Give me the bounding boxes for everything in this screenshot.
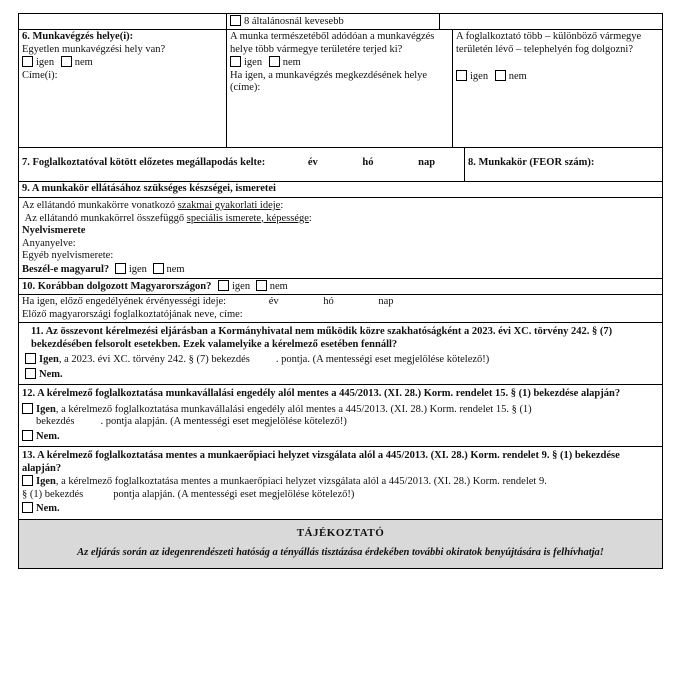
section-11-no-checkbox[interactable] <box>25 368 36 379</box>
education-below-8-checkbox[interactable] <box>230 15 241 26</box>
yes-label: Igen <box>36 403 56 415</box>
speaks-hungarian-question: Beszél-e magyarul? <box>22 263 110 275</box>
previous-permit-validity-label: Ha igen, előző engedélyének érvényességi ideje: <box>22 296 227 307</box>
section-10-title: 10. Korábban dolgozott Magyarországon? <box>22 281 212 292</box>
speaks-hungarian-no-checkbox[interactable] <box>153 263 164 274</box>
section-12-yes-text: , a kérelmező foglalkoztatása munkavállalási engedély alól mentes a 445/2013. (XI. 28.) Korm. rendelet 15. § (1) <box>55 403 532 415</box>
previous-employer-label: Előző magyarországi foglalkoztatójának neve, címe: <box>22 308 243 320</box>
section-13-no-checkbox[interactable] <box>22 502 33 513</box>
year-label: év <box>268 296 279 307</box>
section-7-8 <box>19 148 662 182</box>
section-13-title: 13. A kérelmező foglalkoztatása mentes a munkaerőpiaci helyzet vizsgálata alól a 445/2013. (XI. 28.) Korm. rendelet 9. § (1) bekezdése alapján? <box>22 450 620 474</box>
info-title: TÁJÉKOZTATÓ <box>296 526 385 539</box>
day-label: nap <box>378 296 394 307</box>
section-9-header <box>19 182 662 198</box>
no-label: Nem. <box>36 503 60 514</box>
worked-before-yes-checkbox[interactable] <box>218 280 229 291</box>
multi-site-question: A foglalkoztató több – különböző vármegye területén lévő – telephelyén fog dolgozni? <box>456 31 642 55</box>
section-12-bekezdes: bekezdés <box>36 416 75 427</box>
multi-county-question: A munka természetéből adódóan a munkavégzés helye több vármegye területére terjed ki? <box>230 31 435 55</box>
multi-site-yes-checkbox[interactable] <box>456 70 467 81</box>
start-location-label: Ha igen, a munkavégzés megkezdésének helye (címe): <box>230 69 428 93</box>
section-11-yes-text: , a 2023. évi XC. törvény 242. § (7) bekezdés <box>58 354 250 365</box>
agreement-month-label: hó <box>362 157 374 168</box>
yes-label: igen <box>128 263 147 275</box>
multi-county-no-checkbox[interactable] <box>269 56 280 67</box>
education-row <box>19 14 662 30</box>
info-text: Az eljárás során az idegenrendészeti hatóság a tényállás tisztázása érdekében további okiratok benyújtására is felhívhatja! <box>77 546 604 558</box>
section-13 <box>19 447 662 520</box>
no-label: nem <box>74 57 93 68</box>
section-10-body <box>19 295 662 323</box>
no-label: nem <box>166 263 185 275</box>
mother-tongue-label: Anyanyelve: <box>22 237 76 249</box>
yes-label: igen <box>36 57 55 68</box>
section-12-yes-text-2: . pontja alapján. (A mentességi eset megjelölése kötelező!) <box>100 416 347 427</box>
multi-county-yes-checkbox[interactable] <box>230 56 241 67</box>
section-9-body <box>19 198 662 279</box>
section-11-title: 11. Az összevont kérelmezési eljárásban a Kormányhivatal nem működik közre szakhatóságként a 2023. évi XC. törvény 242. § (7) bekezdésében felsorolt esetekben. Ezek valamelyike a kérelmező esetében fennáll? <box>31 326 613 350</box>
no-label: nem <box>508 71 527 82</box>
section-6-title: 6. Munkavégzés helye(i): <box>22 31 134 42</box>
section-12-yes-checkbox[interactable] <box>22 403 33 414</box>
section-12-no-checkbox[interactable] <box>22 430 33 441</box>
language-title: Nyelvismerete <box>22 225 86 236</box>
yes-label: igen <box>244 57 263 68</box>
single-workplace-no-checkbox[interactable] <box>61 56 72 67</box>
section-11-yes-text-2: . pontja. (A mentességi eset megjelölése kötelező!) <box>275 354 490 365</box>
section-12-title: 12. A kérelmező foglalkoztatása munkavállalási engedély alól mentes a 445/2013. (XI. 28.) Korm. rendelet 15. § (1) bekezdése alapján? <box>22 388 621 399</box>
multi-site-no-checkbox[interactable] <box>495 70 506 81</box>
form <box>18 13 663 569</box>
no-label: nem <box>269 281 288 292</box>
section-13-yes-text: , a kérelmező foglalkoztatása mentes a munkaerőpiaci helyzet vizsgálata alól a 445/2013. (XI. 28.) Korm. rendelet 9. <box>55 476 547 487</box>
section-11-yes-checkbox[interactable] <box>25 353 36 364</box>
address-label: Címe(i): <box>22 69 58 81</box>
section-13-yes-checkbox[interactable] <box>22 475 33 486</box>
yes-label: Igen <box>36 476 56 487</box>
other-languages-label: Egyéb nyelvismerete: <box>22 250 114 261</box>
no-label: Nem. <box>36 430 60 442</box>
no-label: Nem. <box>39 368 63 380</box>
agreement-year-label: év <box>307 157 318 168</box>
section-6 <box>19 30 662 148</box>
section-11 <box>19 323 662 385</box>
section-13-bekezdes: § (1) bekezdés <box>22 488 84 500</box>
no-label: nem <box>282 57 301 68</box>
yes-label: igen <box>470 71 489 82</box>
month-label: hó <box>323 296 334 307</box>
yes-label: igen <box>232 281 251 292</box>
speaks-hungarian-yes-checkbox[interactable] <box>115 263 126 274</box>
section-7-title: 7. Foglalkoztatóval kötött előzetes megállapodás kelte: <box>22 157 266 168</box>
info-box <box>19 520 662 568</box>
single-workplace-question: Egyetlen munkavégzési hely van? <box>22 43 166 55</box>
agreement-day-label: nap <box>418 157 436 168</box>
yes-label: Igen <box>39 354 59 365</box>
section-8-title: 8. Munkakör (FEOR szám): <box>468 157 595 168</box>
section-9-title: 9. A munkakör ellátásához szükséges készségei, ismeretei <box>22 183 276 194</box>
work-experience-label: Az ellátandó munkakörre vonatkozó szakmai gyakorlati ideje: <box>22 200 284 211</box>
worked-before-no-checkbox[interactable] <box>256 280 267 291</box>
special-skills-label: Az ellátandó munkakörrel összefüggő speciális ismerete, képessége: <box>24 212 312 224</box>
section-12 <box>19 385 662 447</box>
single-workplace-yes-checkbox[interactable] <box>22 56 33 67</box>
education-below-8-label: 8 általánosnál kevesebb <box>244 16 344 27</box>
section-10-header <box>19 279 662 295</box>
section-13-yes-text-2: pontja alapján. (A mentességi eset megjelölése kötelező!) <box>113 488 355 500</box>
